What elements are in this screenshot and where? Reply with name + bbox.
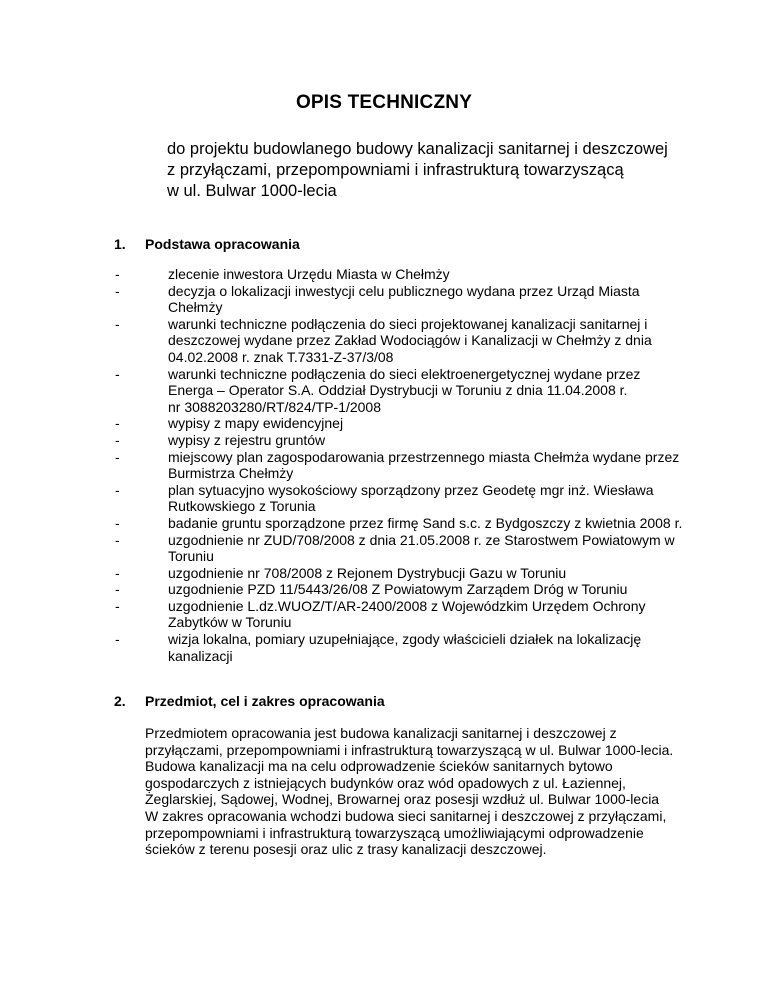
list-item-line: uzgodnienie nr 708/2008 z Rejonem Dystrybucji Gazu w Toruniu (168, 564, 567, 581)
list-item-line: wypisy z mapy ewidencyjnej (168, 415, 344, 432)
list-item (115, 631, 735, 664)
paragraph-line: Budowa kanalizacji ma na celu odprowadzenie ścieków sanitarnych bytowo (145, 758, 613, 775)
list-item-line: wizja lokalna, pomiary uzupełniające, zgody właścicieli działek na lokalizację (168, 631, 642, 648)
section-title: Podstawa opracowania (145, 236, 300, 252)
list-item-line: zlecenie inwestora Urzędu Miasta w Chełmży (168, 266, 450, 282)
list-item-line: badanie gruntu sporządzone przez firmę Sand s.c. z Bydgoszczy z kwietnia 2008 r. (168, 514, 683, 531)
bullet-dash: - (115, 415, 120, 432)
list-item-line: plan sytuacyjno wysokościowy sporządzony przez Geodetę mgr inż. Wiesława (168, 481, 654, 498)
paragraph-line: Żeglarskiej, Sądowej, Wodnej, Browarnej oraz posesji wzdłuż ul. Bulwar 1000-lecia (145, 791, 660, 808)
subtitle-line: w ul. Bulwar 1000-lecia (167, 182, 337, 200)
bullet-dash: - (115, 631, 120, 648)
list-item (115, 449, 735, 482)
list-item (115, 532, 735, 565)
list-item-line: Zabytków w Toruniu (168, 614, 292, 631)
paragraph-line: ścieków z terenu posesji oraz ulic z trasy kanalizacji deszczowej. (145, 841, 547, 858)
list-item-line: Burmistrza Chełmży (168, 465, 294, 482)
bullet-dash: - (115, 282, 120, 299)
section-number: 2. (114, 693, 126, 709)
list-item-line: uzgodnienie L.dz.WUOZ/T/AR-2400/2008 z Wojewódzkim Urzędem Ochrony (168, 597, 646, 614)
list-item-line: miejscowy plan zagospodarowania przestrzennego miasta Chełmża wydane przez (168, 448, 680, 465)
list-item-line: Rutkowskiego z Torunia (168, 498, 316, 515)
section-number: 1. (114, 236, 126, 252)
list-item-line: warunki techniczne podłączenia do sieci elektroenergetycznej wydane przez (168, 365, 641, 382)
document-title: OPIS TECHNICZNY (295, 92, 473, 113)
list-item (115, 316, 735, 366)
bullet-dash: - (115, 365, 120, 382)
bullet-dash: - (115, 431, 120, 448)
list-item (115, 283, 735, 316)
list-item-line: 04.02.2008 r. znak T.7331-Z-37/3/08 (168, 348, 394, 365)
list-item (115, 598, 735, 631)
bullet-dash: - (115, 531, 120, 548)
bullet-dash: - (115, 581, 120, 598)
subtitle-line: z przyłączami, przepompowniami i infrastrukturą towarzyszącą (167, 161, 624, 179)
list-item-line: decyzja o lokalizacji inwestycji celu publicznego wydana przez Urząd Miasta (168, 282, 640, 299)
list-item (115, 515, 735, 532)
list-item-line: Chełmży (168, 299, 223, 316)
list-item-line: deszczowej wydane przez Zakład Wodociągów i Kanalizacji w Chełmży z dnia (168, 332, 652, 349)
bullet-dash: - (115, 448, 120, 465)
bullet-dash: - (115, 564, 120, 581)
paragraph-line: W zakres opracowania wchodzi budowa sieci sanitarnej i deszczowej z przyłączami, (145, 807, 667, 824)
paragraph-line: przyłączami, przepompowniami i infrastrukturą towarzyszącą w ul. Bulwar 1000-lecia. (145, 741, 674, 758)
section-paragraph (145, 725, 745, 858)
list-item-line: uzgodnienie nr ZUD/708/2008 z dnia 21.05.2008 r. ze Starostwem Powiatowym w (168, 531, 675, 548)
paragraph-line: Przedmiotem opracowania jest budowa kanalizacji sanitarnej i deszczowej z (145, 725, 617, 741)
bullet-dash: - (115, 266, 120, 282)
bullet-dash: - (115, 481, 120, 498)
list-item (115, 266, 735, 283)
source-list (115, 266, 735, 664)
bullet-dash: - (115, 315, 120, 332)
bullet-dash: - (115, 514, 120, 531)
list-item (115, 415, 735, 432)
list-item-line: wypisy z rejestru gruntów (168, 431, 326, 448)
paragraph-line: gospodarczych z istniejących budynków oraz wód opadowych z ul. Łaziennej, (145, 774, 626, 791)
list-item (115, 565, 735, 582)
list-item-line: nr 3088203280/RT/824/TP-1/2008 (168, 398, 382, 415)
list-item (115, 581, 735, 598)
paragraph-line: przepompowniami i infrastrukturą towarzyszącą umożliwiającymi odprowadzenie (145, 824, 644, 841)
document-subtitle (167, 139, 668, 202)
section-title: Przedmiot, cel i zakres opracowania (145, 693, 385, 709)
list-item (115, 432, 735, 449)
section-heading-podstawa (114, 236, 300, 252)
section-heading-przedmiot (114, 693, 385, 709)
list-item-line: uzgodnienie PZD 11/5443/26/08 Z Powiatowym Zarządem Dróg w Toruniu (168, 581, 628, 598)
list-item-line: kanalizacji (168, 647, 233, 664)
list-item-line: warunki techniczne podłączenia do sieci projektowanej kanalizacji sanitarnej i (168, 315, 648, 332)
bullet-dash: - (115, 597, 120, 614)
list-item-line: Energa – Operator S.A. Oddział Dystrybucji w Toruniu z dnia 11.04.2008 r. (168, 382, 628, 399)
subtitle-line: do projektu budowlanego budowy kanalizacji sanitarnej i deszczowej (167, 140, 668, 158)
list-item-line: Toruniu (168, 548, 214, 565)
list-item (115, 482, 735, 515)
list-item (115, 366, 735, 416)
